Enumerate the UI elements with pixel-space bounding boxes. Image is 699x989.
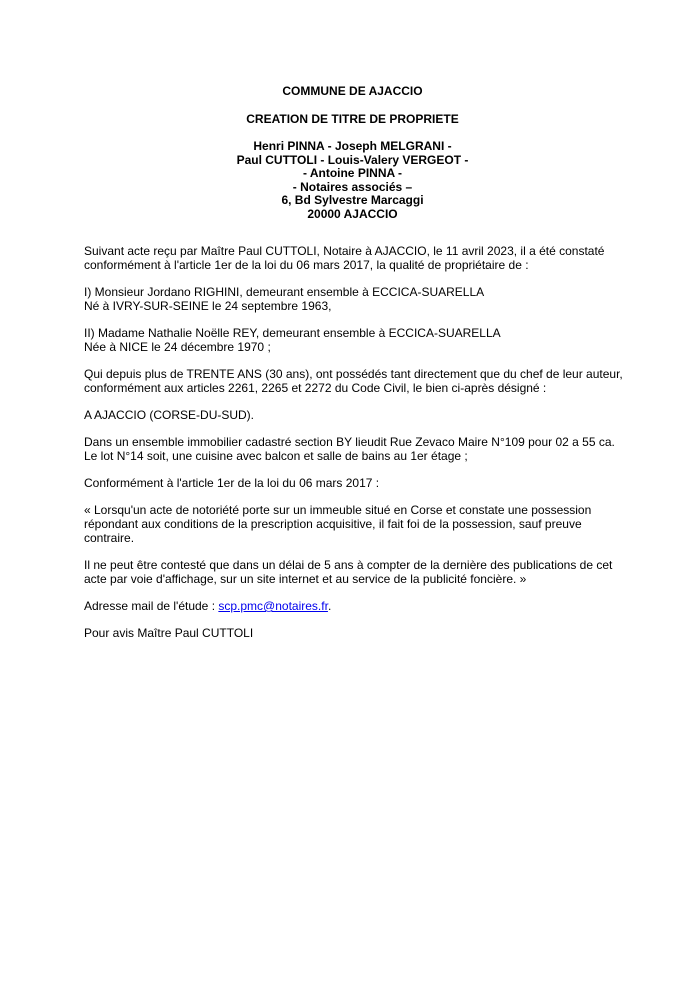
- commune-title: COMMUNE DE AJACCIO: [282, 84, 423, 98]
- text-line: Dans un ensemble immobilier cadastré section BY lieudit Rue Zevaco Maire N°109 pour 02 a 55 ca.: [84, 435, 615, 449]
- paragraph-lieu: [84, 408, 621, 422]
- email-link[interactable]: scp.pmc@notaires.fr: [218, 599, 328, 613]
- email-prefix: Adresse mail de l'étude :: [84, 599, 219, 613]
- text-line: II) Madame Nathalie Noëlle REY, demeurant ensemble à ECCICA-SUARELLA: [84, 326, 501, 340]
- text-line: I) Monsieur Jordano RIGHINI, demeurant ensemble à ECCICA-SUARELLA: [84, 285, 485, 299]
- text-line: Le lot N°14 soit, une cuisine avec balcon et salle de bains au 1er étage ;: [84, 449, 468, 463]
- email-line: [84, 599, 621, 613]
- text-line: répondant aux conditions de la prescription acquisitive, il fait foi de la possession, sauf preuve: [84, 517, 582, 531]
- paragraph-signature: [84, 626, 621, 640]
- document-content: [84, 0, 621, 640]
- paragraph-proprietaire-2: [84, 326, 621, 354]
- text-line: A AJACCIO (CORSE-DU-SUD).: [84, 408, 255, 422]
- notary-line: 20000 AJACCIO: [307, 206, 398, 221]
- text-line: Né à IVRY-SUR-SEINE le 24 septembre 1963,: [84, 299, 332, 313]
- notary-line: Paul CUTTOLI - Louis-Valery VERGEOT -: [236, 152, 469, 167]
- paragraph-adresse-mail: [84, 599, 621, 613]
- text-line: Pour avis Maître Paul CUTTOLI: [84, 626, 254, 640]
- document-body: [84, 244, 621, 640]
- document-header: [84, 0, 621, 221]
- notary-line: Henri PINNA - Joseph MELGRANI -: [253, 139, 452, 153]
- paragraph-citation-2: [84, 558, 621, 586]
- text-line: « Lorsqu'un acte de notoriété porte sur un immeuble situé en Corse et constate une possession: [84, 503, 592, 517]
- text-line: Qui depuis plus de TRENTE ANS (30 ans), ont possédés tant directement que du chef de leur auteur,: [84, 367, 623, 381]
- paragraph-proprietaire-1: [84, 285, 621, 313]
- email-suffix: .: [327, 599, 332, 613]
- notary-office-block: [84, 140, 621, 221]
- paragraph-possession: [84, 367, 621, 395]
- paragraph-citation-1: [84, 503, 621, 545]
- text-line: Il ne peut être contesté que dans un délai de 5 ans à compter de la dernière des publications de cet: [84, 558, 613, 572]
- paragraph-cadastre: [84, 435, 621, 463]
- paragraph-reference-loi: [84, 476, 621, 490]
- text-line: acte par voie d'affichage, sur un site internet et au service de la publicité foncière. »: [84, 572, 527, 586]
- text-line: conformément à l'article 1er de la loi du 06 mars 2017, la qualité de propriétaire de :: [84, 258, 529, 272]
- text-line: Conformément à l'article 1er de la loi du 06 mars 2017 :: [84, 476, 380, 490]
- text-line: Suivant acte reçu par Maître Paul CUTTOLI, Notaire à AJACCIO, le 11 avril 2023, il a été constaté: [84, 244, 605, 258]
- notary-line: - Notaires associés –: [292, 179, 413, 194]
- text-line: Née à NICE le 24 décembre 1970 ;: [84, 340, 271, 354]
- notary-line: 6, Bd Sylvestre Marcaggi: [281, 193, 424, 207]
- text-line: contraire.: [84, 531, 135, 545]
- text-line: conformément aux articles 2261, 2265 et 2272 du Code Civil, le bien ci-après désigné :: [84, 381, 547, 395]
- paragraph-acte-intro: [84, 244, 621, 272]
- notary-line: - Antoine PINNA -: [302, 166, 403, 180]
- document-title: CREATION DE TITRE DE PROPRIETE: [246, 111, 459, 126]
